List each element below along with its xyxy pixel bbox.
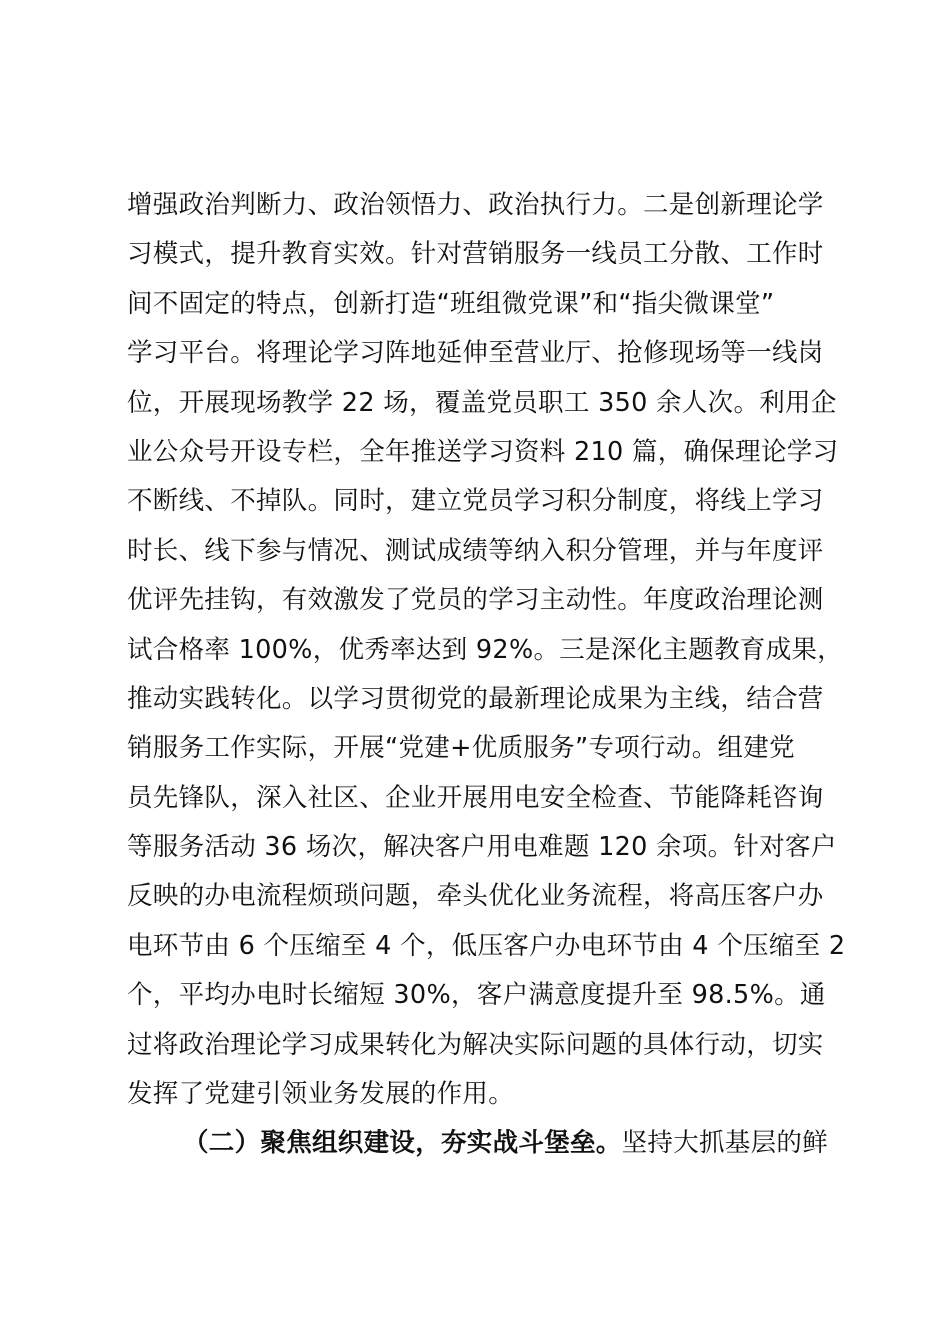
- text-line: 试合格率 100%，优秀率达到 92%。三是深化主题教育成果，: [127, 634, 844, 665]
- text-line: 增强政治判断力、政治领悟力、政治执行力。二是创新理论学: [127, 190, 824, 220]
- text-line: 个，平均办电时长缩短 30%，客户满意度提升至 98.5%。通: [127, 980, 826, 1011]
- text-line: 电环节由 6 个压缩至 4 个，低压客户办电环节由 4 个压缩至 2: [127, 930, 846, 961]
- text-line: 不断线、不掉队。同时，建立党员学习积分制度，将线上学习: [127, 486, 824, 517]
- text-line: 发挥了党建引领业务发展的作用。: [127, 1079, 515, 1110]
- text-line: 优评先挂钩，有效激发了党员的学习主动性。年度政治理论测: [127, 585, 824, 616]
- section-heading: （二）聚焦组织建设，夯实战斗堡垒。: [183, 1128, 622, 1159]
- text-line: 时长、线下参与情况、测试成绩等纳入积分管理，并与年度评: [127, 535, 824, 566]
- text-line: 学习平台。将理论学习阵地延伸至营业厅、抢修现场等一线岗: [127, 338, 824, 369]
- document-body: [127, 181, 846, 1169]
- text-line: 等服务活动 36 场次，解决客户用电难题 120 余项。针对客户: [127, 832, 837, 863]
- text-line: 习模式，提升教育实效。针对营销服务一线员工分散、工作时: [127, 239, 824, 270]
- paragraph-political-study: [127, 181, 846, 1119]
- text-line: 业公众号开设专栏，全年推送学习资料 210 篇，确保理论学习: [127, 436, 839, 467]
- paragraph-organization-building: [127, 1119, 835, 1168]
- text-line: 推动实践转化。以学习贯彻党的最新理论成果为主线，结合营: [127, 683, 824, 714]
- text-line: 员先锋队，深入社区、企业开展用电安全检查、节能降耗咨询: [127, 782, 824, 813]
- text-line: 过将政治理论学习成果转化为解决实际问题的具体行动，切实: [127, 1029, 824, 1060]
- section-text: 坚持大抓基层的鲜: [621, 1128, 829, 1159]
- text-line: 位，开展现场教学 22 场，覆盖党员职工 350 余人次。利用企: [127, 387, 837, 418]
- text-line: 销服务工作实际，开展“党建+优质服务”专项行动。组建党: [127, 733, 795, 764]
- text-line: 反映的办电流程烦琐问题，牵头优化业务流程，将高压客户办: [127, 881, 824, 912]
- text-line: 间不固定的特点，创新打造“班组微党课”和“指尖微课堂”: [127, 288, 775, 319]
